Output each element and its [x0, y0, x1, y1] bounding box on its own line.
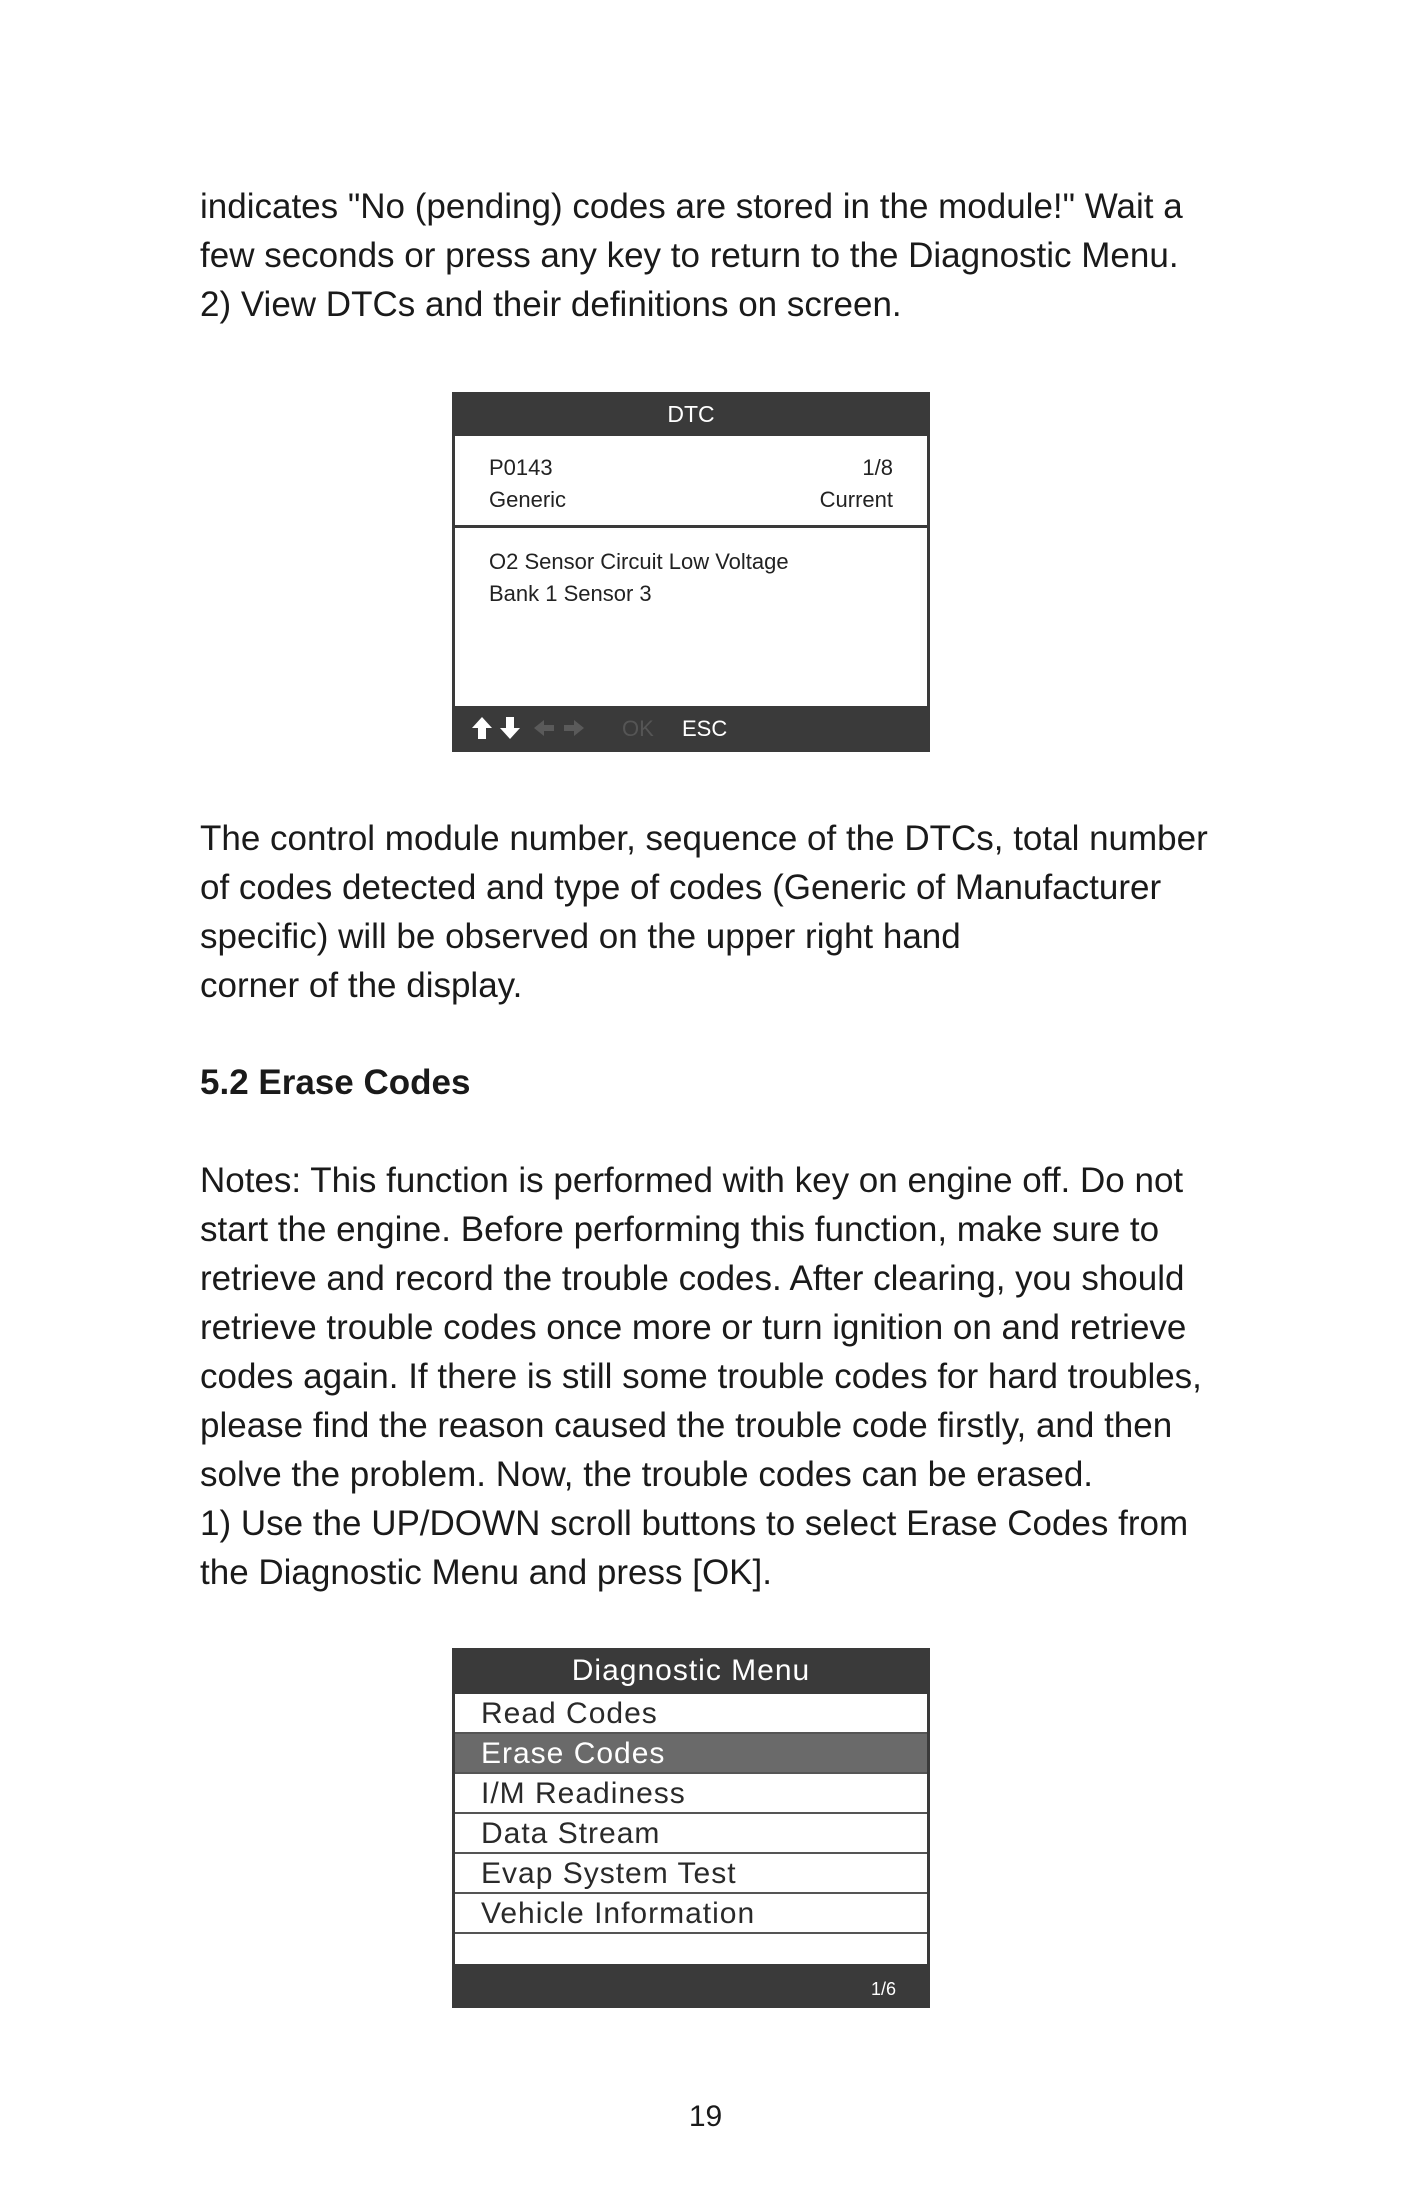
page-number: 19 [688, 2100, 723, 2133]
intro-line: 2) View DTCs and their definitions on screen. [200, 285, 902, 324]
explanation-line: of codes detected and type of codes (Generic of Manufacturer [200, 868, 1162, 907]
esc-label: ESC [682, 716, 728, 741]
explanation-paragraph [200, 814, 1260, 1010]
menu-screen-title: Diagnostic Menu [571, 1654, 811, 1687]
arrow-up-icon [470, 715, 494, 741]
section-heading: 5.2 Erase Codes [200, 1063, 471, 1102]
menu-page-indicator: 1/6 [870, 1979, 896, 1999]
arrow-left-icon [532, 715, 556, 741]
notes-line: start the engine. Before performing this function, make sure to [200, 1210, 1160, 1249]
intro-paragraph [200, 182, 1260, 329]
arrow-down-icon [498, 715, 522, 741]
explanation-line: specific) will be observed on the upper right hand [200, 917, 961, 956]
menu-item-evap-system-test: Evap System Test [455, 1854, 927, 1894]
explanation-line: corner of the display. [200, 966, 523, 1005]
notes-line: Notes: This function is performed with key on engine off. Do not [200, 1161, 1184, 1200]
dtc-screen-body [455, 436, 927, 706]
dtc-sequence: 1/8 [862, 455, 893, 480]
menu-item-im-readiness: I/M Readiness [455, 1774, 927, 1814]
diagnostic-menu-screen [452, 1648, 930, 2008]
notes-line: the Diagnostic Menu and press [OK]. [200, 1553, 772, 1592]
notes-line: codes again. If there is still some trouble codes for hard troubles, [200, 1357, 1202, 1396]
menu-item-data-stream: Data Stream [455, 1814, 927, 1854]
dtc-definition-line: O2 Sensor Circuit Low Voltage [489, 549, 789, 574]
menu-item-read-codes: Read Codes [455, 1694, 927, 1734]
notes-line: retrieve trouble codes once more or turn ignition on and retrieve [200, 1308, 1187, 1347]
intro-line: indicates "No (pending) codes are stored in the module!" Wait a [200, 187, 1183, 226]
menu-list [455, 1694, 927, 1964]
menu-item-erase-codes: Erase Codes [455, 1734, 927, 1774]
dtc-screen-title: DTC [667, 401, 715, 427]
arrow-right-icon [562, 715, 586, 741]
dtc-code: P0143 [489, 455, 553, 480]
notes-line: retrieve and record the trouble codes. After clearing, you should [200, 1259, 1185, 1298]
dtc-definition-line: Bank 1 Sensor 3 [489, 581, 652, 606]
menu-item-vehicle-information: Vehicle Information [455, 1894, 927, 1934]
notes-paragraph [200, 1156, 1260, 1597]
notes-line: solve the problem. Now, the trouble codes can be erased. [200, 1455, 1094, 1494]
notes-line: please find the reason caused the trouble code firstly, and then [200, 1406, 1173, 1445]
ok-label: OK [622, 716, 654, 741]
intro-line: few seconds or press any key to return to the Diagnostic Menu. [200, 236, 1179, 275]
explanation-line: The control module number, sequence of the DTCs, total number [200, 819, 1208, 858]
dtc-screen [452, 392, 930, 752]
notes-line: 1) Use the UP/DOWN scroll buttons to select Erase Codes from [200, 1504, 1189, 1543]
dtc-footer [452, 706, 930, 752]
dtc-code-type: Generic [489, 487, 567, 512]
dtc-header-row [455, 436, 927, 528]
dtc-status: Current [819, 487, 893, 512]
